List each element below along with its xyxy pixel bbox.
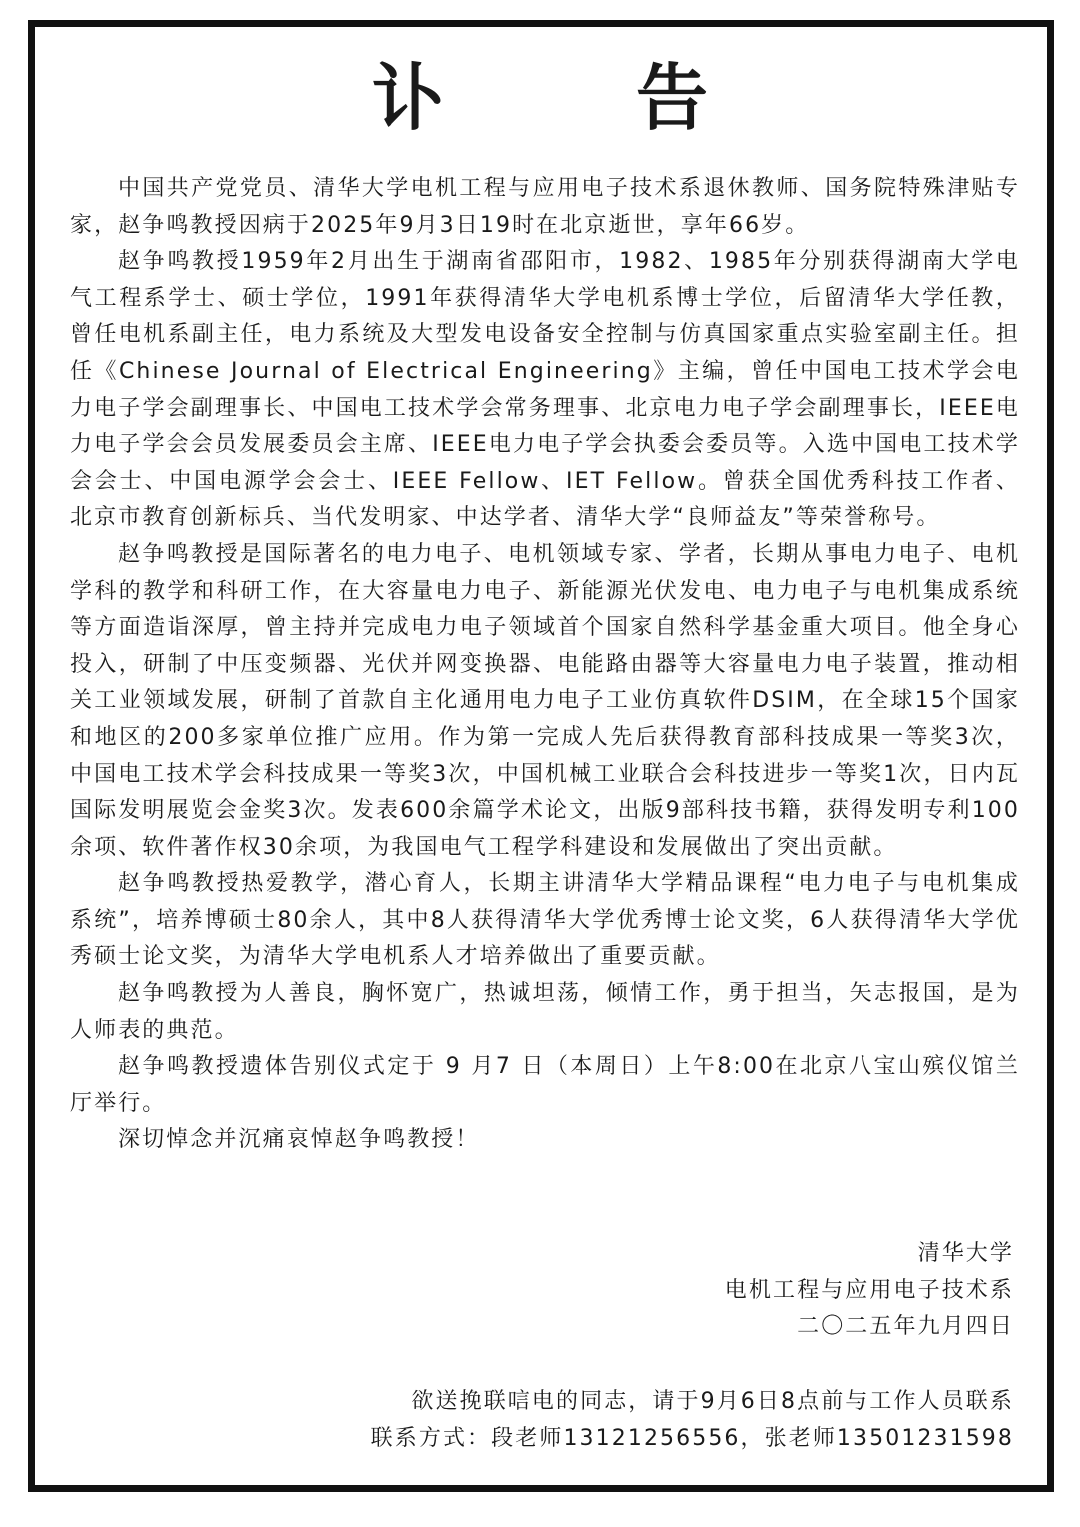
notice-title: 讣 告 bbox=[371, 56, 768, 140]
notice-body bbox=[70, 171, 1020, 1159]
paragraph-condolence: 深切悼念并沉痛哀悼赵争鸣教授！ bbox=[118, 1127, 480, 1153]
signature-organization: 清华大学 bbox=[917, 1241, 1014, 1266]
signature-date: 二〇二五年九月四日 bbox=[797, 1314, 1014, 1340]
paragraph-announcement: 中国共产党党员、清华大学电机工程与应用电子技术系退休教师、国务院特殊津贴专家，赵争鸣教授因病于2025年9月3日19时在北京逝世，享年66岁。 bbox=[70, 176, 1020, 238]
paragraph-biography: 赵争鸣教授1959年2月出生于湖南省邵阳市，1982、1985年分别获得湖南大学电气工程系学士、硕士学位，1991年获得清华大学电机系博士学位，后留清华大学任教，曾任电机系副主任，电力系统及大型发电设备安全控制与仿真国家重点实验室副主任。担任《Chinese Journal of Electrical Engineering》主编，曾任中国电工技术学会电力电子学会副理事长、中国电工技术学会常务理事、北京电力电子学会副理事长，IEEE电力电子学会会员发展委员会主席、IEEE电力电子学会执委会委员等。入选中国电工技术学会会士、中国电源学会会士、IEEE Fellow、IET Fellow。曾获全国优秀科技工作者、北京市教育创新标兵、当代发明家、中达学者、清华大学“良师益友”等荣誉称号。 bbox=[70, 249, 1020, 531]
signature-block bbox=[725, 1236, 1014, 1346]
paragraph-character: 赵争鸣教授为人善良，胸怀宽广，热诚坦荡，倾情工作，勇于担当，矢志报国，是为人师表的典范。 bbox=[70, 981, 1020, 1043]
paragraph-farewell-ceremony: 赵争鸣教授遗体告别仪式定于 9 月7 日（本周日）上午8:00在北京八宝山殡仪馆兰厅举行。 bbox=[70, 1054, 1020, 1116]
signature-department: 电机工程与应用电子技术系 bbox=[724, 1277, 1014, 1303]
contact-info: 联系方式：段老师13121256556，张老师13501231598 bbox=[370, 1425, 1014, 1451]
contact-note: 欲送挽联唁电的同志，请于9月6日8点前与工作人员联系 bbox=[411, 1389, 1014, 1414]
paragraph-achievements: 赵争鸣教授是国际著名的电力电子、电机领域专家、学者，长期从事电力电子、电机学科的教学和科研工作，在大容量电力电子、新能源光伏发电、电力电子与电机集成系统等方面造诣深厚，曾主持并完成电力电子领域首个国家自然科学基金重大项目。他全身心投入，研制了中压变频器、光伏并网变换器、电能路由器等大容量电力电子装置，推动相关工业领域发展，研制了首款自主化通用电力电子工业仿真软件DSIM，在全球15个国家和地区的200多家单位推广应用。作为第一完成人先后获得教育部科技成果一等奖3次，中国电工技术学会科技成果一等奖3次，中国机械工业联合会科技进步一等奖1次，日内瓦国际发明展览会金奖3次。发表600余篇学术论文，出版9部科技书籍，获得发明专利100余项、软件著作权30余项，为我国电气工程学科建设和发展做出了突出贡献。 bbox=[70, 541, 1020, 860]
contact-block bbox=[371, 1384, 1014, 1457]
paragraph-teaching: 赵争鸣教授热爱教学，潜心育人，长期主讲清华大学精品课程“电力电子与电机集成系统”，培养博硕士80余人，其中8人获得清华大学优秀博士论文奖，6人获得清华大学优秀硕士论文奖，为清华大学电机系人才培养做出了重要贡献。 bbox=[70, 871, 1020, 970]
